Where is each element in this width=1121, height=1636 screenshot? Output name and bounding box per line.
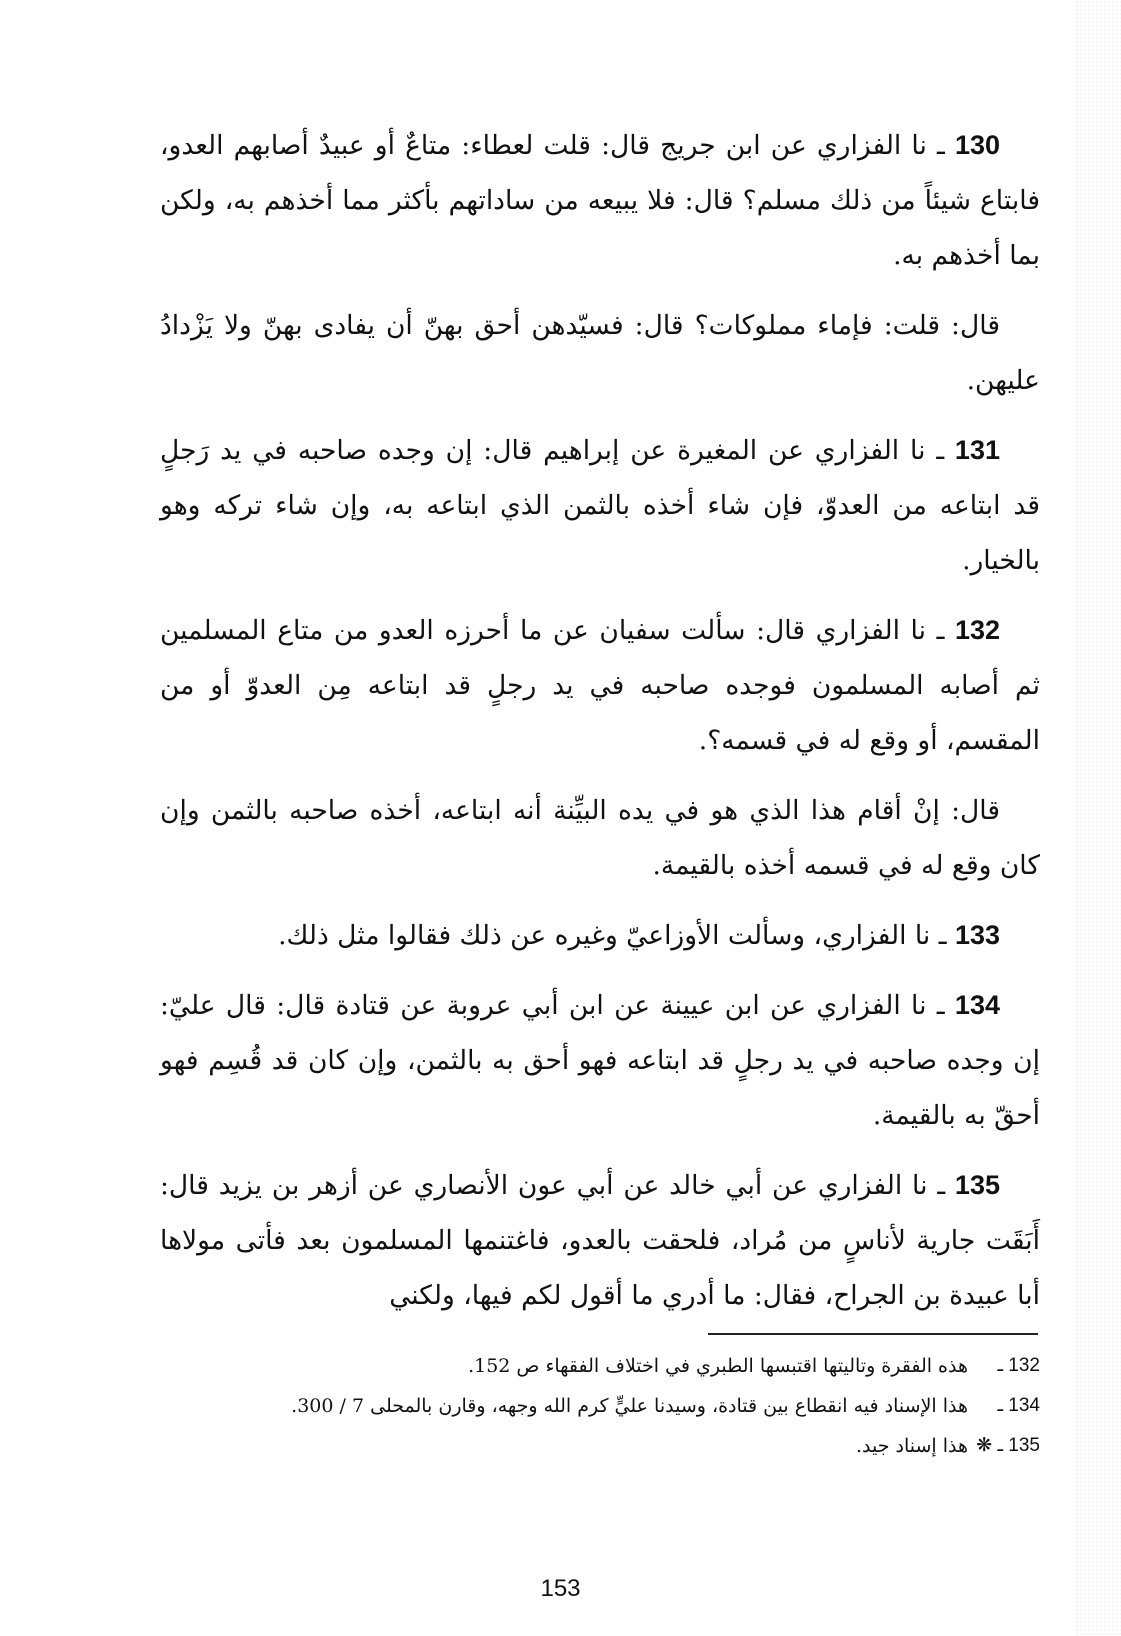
separator: ـ [927, 1170, 955, 1201]
paragraph-135 [160, 1158, 1040, 1323]
separator: ـ [926, 615, 955, 646]
footnote-number: 135 ـ ❋ [976, 1435, 1040, 1456]
footnote-item [160, 1347, 1040, 1385]
hadith-number: 132 [954, 615, 1000, 645]
footnote-text: هذا إسناد جيد. [855, 1435, 968, 1457]
paragraph-text: نا الفزاري عن ابن جريج قال: قلت لعطاء: متاعٌ أو عبيدٌ أصابهم العدو، فابتاع شيئاً من ذلك مسلم؟ قال: فلا يبيعه من ساداتهم بأكثر مما أخذهم به، ولكن بما أخذهم به. [160, 130, 1040, 271]
hadith-number: 134 [954, 990, 1000, 1020]
hadith-number: 135 [954, 1170, 1000, 1200]
separator: ـ [925, 435, 955, 466]
separator: ـ [926, 990, 955, 1021]
paragraph-132-continued [160, 783, 1040, 893]
hadith-number: 130 [954, 130, 1000, 160]
footnotes [160, 1347, 1040, 1467]
footnote-item [160, 1387, 1040, 1425]
footnote-divider [708, 1333, 1038, 1335]
paragraph-133 [160, 908, 1040, 963]
page-number: 153 [540, 1575, 581, 1602]
footnote-text: هذه الفقرة وتاليتها اقتبسها الطبري في اختلاف الفقهاء ص 152. [468, 1355, 968, 1377]
paragraph-134 [160, 978, 1040, 1143]
hadith-number: 133 [954, 920, 1000, 950]
paragraph-130-continued [160, 298, 1040, 408]
paragraph-130 [160, 118, 1040, 283]
separator: ـ [930, 920, 955, 951]
footnote-number: 132 ـ [997, 1355, 1040, 1376]
paragraph-text: نا الفزاري عن ابن عيينة عن ابن أبي عروبة عن قتادة قال: قال عليّ: إن وجده صاحبه في يد رجلٍ قد ابتاعه فهو أحق به بالثمن، وإن كان قد قُسِم فهو أحقّ به بالقيمة. [160, 990, 1040, 1131]
paragraph-text: نا الفزاري، وسألت الأوزاعيّ وغيره عن ذلك فقالوا مثل ذلك. [278, 920, 931, 951]
paragraph-text: قال: قلت: فإماء مملوكات؟ قال: فسيّدهن أحق بهنّ أن يفادى بهنّ ولا يَزْدادُ عليهن. [160, 310, 1040, 396]
footnote-number: 134 ـ [997, 1395, 1040, 1416]
paragraph-text: نا الفزاري عن المغيرة عن إبراهيم قال: إن وجده صاحبه في يد رَجلٍ قد ابتاعه من العدوّ، فإن شاء أخذه بالثمن الذي ابتاعه به، وإن شاء تركه وهو بالخيار. [160, 435, 1040, 576]
paragraph-text: قال: إنْ أقام هذا الذي هو في يده البيِّنة أنه ابتاعه، أخذه صاحبه بالثمن وإن كان وقع له في قسمه أخذه بالقيمة. [160, 795, 1040, 881]
footnote-item [160, 1427, 1040, 1465]
paragraph-131 [160, 423, 1040, 588]
separator: ـ [926, 130, 955, 161]
paragraph-132 [160, 603, 1040, 768]
hadith-number: 131 [954, 435, 1000, 465]
footnote-text: هذا الإسناد فيه انقطاع بين قتادة، وسيدنا عليٍّ كرم الله وجهه، وقارن بالمحلى 7 / 300. [291, 1395, 968, 1417]
scan-edge-texture [1075, 0, 1121, 1636]
paragraph-text: نا الفزاري عن أبي خالد عن أبي عون الأنصاري عن أزهر بن يزيد قال: أَبَقَت جارية لأناسٍ من مُراد، فلحقت بالعدو، فاغتنمها المسلمون بعد فأتى مولاها أبا عبيدة بن الجراح، فقال: ما أدري ما أقول لكم فيها، ولكني [160, 1170, 1040, 1311]
page-body [160, 118, 1040, 1338]
paragraph-text: نا الفزاري قال: سألت سفيان عن ما أحرزه العدو من متاع المسلمين ثم أصابه المسلمون فوجده صاحبه في يد رجلٍ قد ابتاعه مِن العدوّ أو من المقسم، أو وقع له في قسمه؟. [160, 615, 1040, 756]
